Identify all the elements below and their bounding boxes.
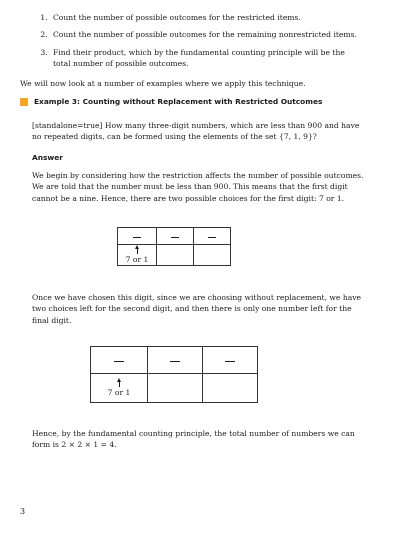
table-cell [91,347,148,374]
blank-dash [208,237,216,238]
table-cell [157,245,194,266]
choice-label: 7 or 1 [107,387,131,397]
blank-dash [114,361,124,362]
blank-dash [225,361,235,362]
example-title: Example 3: Counting without Replacement with Restricted Outcomes [34,97,323,106]
page-number: 3 [20,507,26,516]
table-cell [194,228,231,245]
table-cell [148,347,203,374]
table-cell [91,374,148,403]
table-cell [203,374,258,403]
example-question: [standalone=true] How many three-digit numbers, which are less than 900 and have no repeated digits, can be formed using the elements of the set {7, 1, 9}? [32,121,360,142]
answer-paragraph-3: Hence, by the fundamental counting principle, the total number of numbers we can form is 2 × 2 × 1 = 4. [32,429,355,450]
answer-paragraph-1: We begin by considering how the restriction affects the number of possible outcomes. We are told that the number must be less than 900. This means that the first digit cannot be a nine. Hence, there are two possible choices for the first digit: 7 or 1. [32,171,364,203]
table-cell [157,228,194,245]
answer-paragraph-2: Once we have chosen this digit, since we are choosing without replacement, we have two choices left for the second digit, and then there is only one number left for the final digit. [32,293,362,325]
blank-dash [170,361,180,362]
choice-annotation [118,245,156,265]
choice-annotation [91,378,147,398]
blank-dash [171,237,179,238]
table-cell [118,245,157,266]
example-heading [20,97,322,107]
table-cell [194,245,231,266]
table-cell [118,228,157,245]
step-item: 2. Count the number of possible outcomes for the remaining nonrestricted items. [50,29,360,40]
steps-list [28,12,360,76]
step-item: 3. Find their product, which by the fundamental counting principle will be the total number of possible outcomes. [50,47,360,70]
intro-text: We will now look at a number of examples where we apply this technique. [20,79,306,88]
choice-label: 7 or 1 [125,255,149,264]
answer-heading: Answer [32,153,63,162]
digit-table-large [90,346,258,403]
digit-table-small [117,227,231,266]
blank-dash [133,237,141,238]
example-marker-icon [20,98,28,106]
table-cell [148,374,203,403]
table-cell [203,347,258,374]
step-item: 1. Count the number of possible outcomes for the restricted items. [50,12,360,23]
